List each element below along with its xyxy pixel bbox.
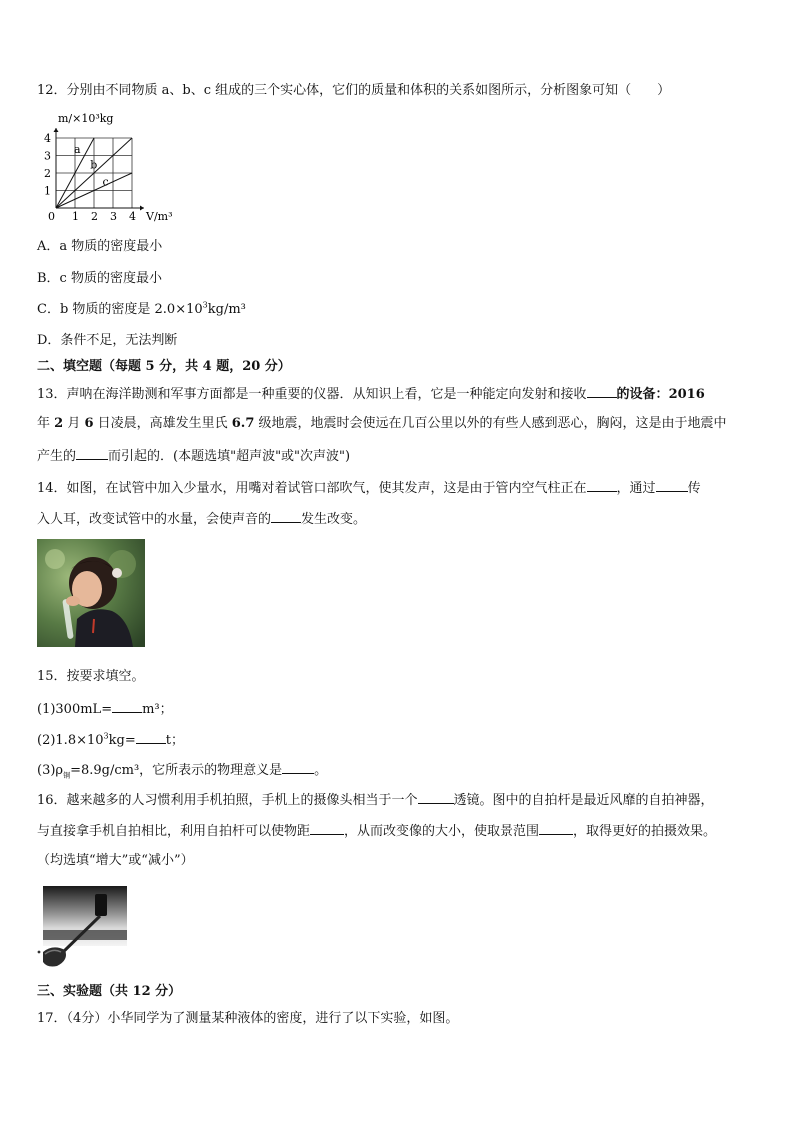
q13-blank-1[interactable] [587, 384, 617, 398]
q12-stem: 12．分别由不同物质 a、b、c 组成的三个实心体，它们的质量和体积的关系如图所示，分析图象可知（ ） [37, 83, 671, 98]
y-tick-label: 1 [44, 184, 51, 198]
mass-volume-chart [30, 110, 180, 230]
q15-part1: (1)300mL= m³； [37, 699, 173, 719]
q14-line2: 入人耳，改变试管中的水量，会使声音的 发生改变。 [37, 509, 366, 529]
q14-blank-3[interactable] [271, 509, 301, 523]
series-label-b: b [90, 158, 98, 172]
series-label-a: a [74, 142, 81, 156]
q12-option-d[interactable]: D．条件不足，无法判断 [37, 333, 178, 348]
q15-stem: 15．按要求填空。 [37, 669, 145, 684]
q15-part2: $(2)1.8\times 10^3kg= t$； [37, 731, 184, 748]
q14-blank-2[interactable] [656, 478, 688, 492]
x-tick-label: 2 [91, 210, 98, 223]
q12-option-b[interactable]: B．c 物质的密度最小 [37, 271, 162, 286]
x-tick-label: 1 [72, 210, 79, 223]
q16-blank-3[interactable] [539, 821, 573, 835]
q15-blank-1[interactable] [112, 699, 142, 713]
section3-title: 三、实验题（共 12 分） [37, 984, 182, 999]
y-axis-label: m/×10³kg [58, 112, 114, 125]
q16-line1: 16．越来越多的人习惯利用手机拍照，手机上的摄像头相当于一个 透镜。图中的自拍杆是最近风靡的自拍神器， [37, 790, 714, 810]
q14-line1: 14．如图，在试管中加入少量水，用嘴对着试管口部吹气，使其发声，这是由于管内空气柱正在 ，通过 传 [37, 478, 701, 498]
q12-option-a[interactable]: A．a 物质的密度最小 [37, 239, 163, 254]
x-axis-arrow [140, 206, 144, 211]
y-tick-label: 4 [44, 132, 51, 145]
q15-part3: $(3)\rho_铜=8.9g$/cm³，它所表示的物理意义是 。 [37, 760, 327, 780]
section2-title: 二、填空题（每题 5 分，共 4 题，20 分） [37, 359, 291, 374]
q14-blank-1[interactable] [587, 478, 617, 492]
q12-option-c[interactable]: C．b 物质的密度是 $2.0\times 10^3kg/m^3$ [37, 300, 246, 317]
selfie-stick-photo [37, 886, 127, 970]
origin-label: 0 [48, 210, 55, 223]
q13-line2: 年 2 月 6 日凌晨，高雄发生里氏 6.7 级地震，地震时会使远在几百公里以外的有些人感到恶心，胸闷，这是由于地震中 [37, 416, 727, 431]
q16-line3: （均选填“增大”或“减小”） [37, 853, 194, 868]
chart-labels [44, 112, 173, 223]
y-tick-label: 3 [44, 149, 51, 163]
q16-blank-1[interactable] [418, 790, 454, 804]
x-axis-label: V/m³ [146, 210, 173, 223]
girl-blowing-test-tube-photo [37, 539, 145, 647]
q16-blank-2[interactable] [310, 821, 344, 835]
x-tick-label: 3 [110, 210, 117, 223]
q13-line1: 13．声呐在海洋勘测和军事方面都是一种重要的仪器．从知识上看，它是一种能定向发射和接收 的设备：2016 [37, 384, 705, 404]
q15-blank-3[interactable] [282, 760, 314, 774]
y-axis-arrow [54, 128, 59, 132]
q13-line3: 产生的 而引起的．(本题选填"超声波"或"次声波") [37, 446, 350, 466]
x-tick-label: 4 [129, 210, 136, 223]
q15-blank-2[interactable] [136, 730, 166, 744]
q13-blank-2[interactable] [76, 446, 108, 460]
series-label-c: c [102, 175, 109, 189]
q16-line2: 与直接拿手机自拍相比，利用自拍杆可以使物距 ，从而改变像的大小，使取景范围 ，取得更好的拍摄效果。 [37, 821, 716, 841]
y-tick-label: 2 [44, 167, 51, 180]
q17-stem: 17．（4分）小华同学为了测量某种液体的密度，进行了以下实验，如图。 [37, 1011, 459, 1026]
